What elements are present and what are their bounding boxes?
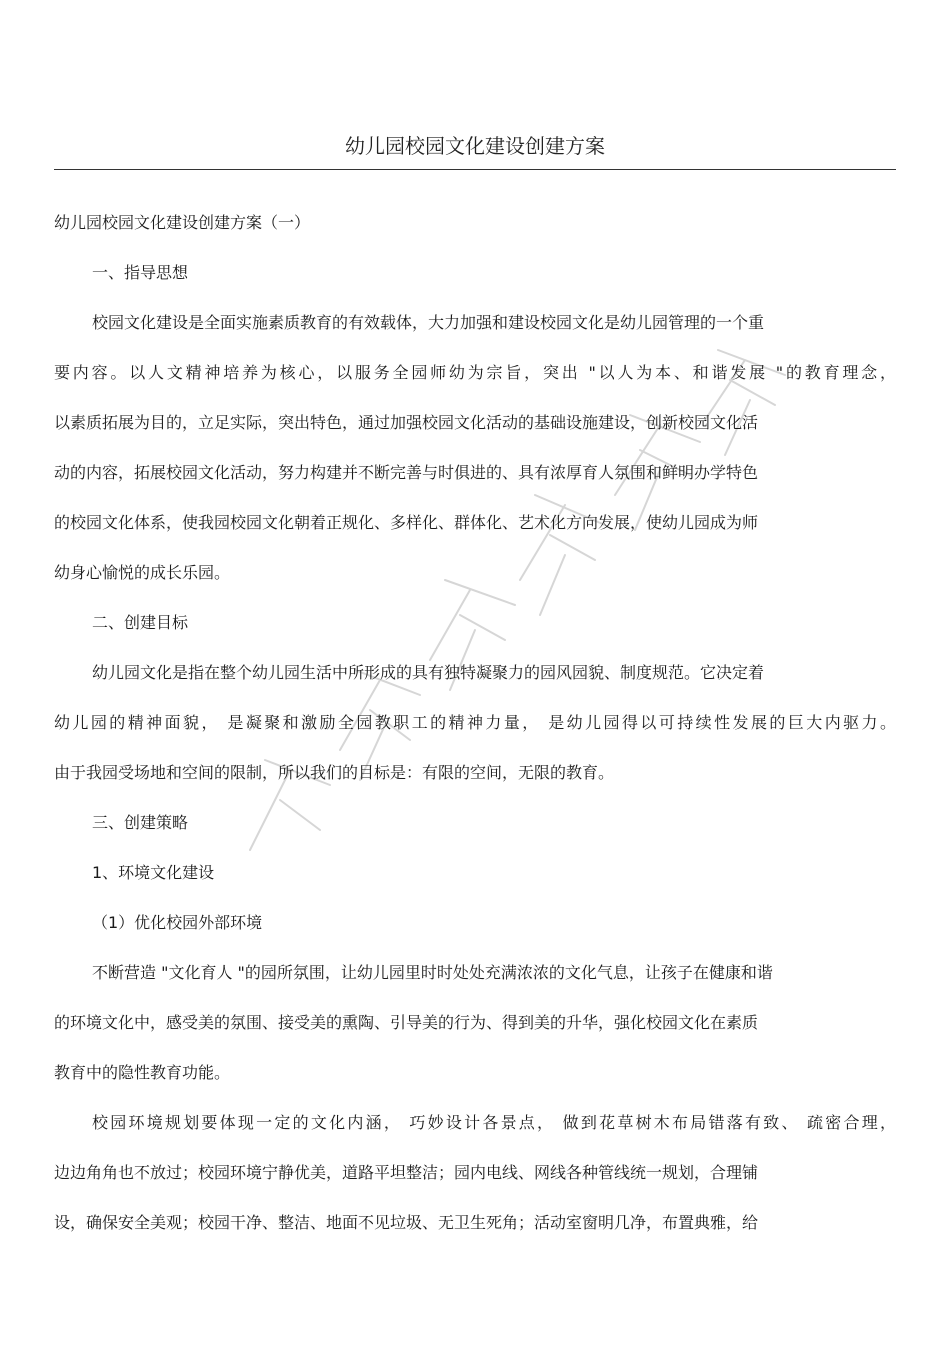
- paragraph-line: 不断营造 "文化育人 "的园所氛围，让幼儿园里时时处处充满浓浓的文化气息，让孩子在健康和谐: [92, 963, 773, 982]
- paragraph-line: 由于我园受场地和空间的限制，所以我们的目标是：有限的空间，无限的教育。: [54, 763, 615, 782]
- subheading-goals: 二、创建目标: [92, 613, 189, 632]
- subheading-strategy: 三、创建策略: [92, 813, 189, 832]
- paragraph-line: 校园文化建设是全面实施素质教育的有效载体，大力加强和建设校园文化是幼儿园管理的一个重: [92, 313, 765, 332]
- paragraph-line: 要内容。以人文精神培养为核心，以服务全园师幼为宗旨，突出 "以人为本、和谐发展 "的教育理念，: [54, 363, 896, 382]
- subheading-guiding-ideology: 一、指导思想: [92, 263, 189, 282]
- paragraph-line: 幼身心愉悦的成长乐园。: [54, 563, 231, 582]
- paragraph-line: 设，确保安全美观；校园干净、整洁、地面不见垃圾、无卫生死角；活动室窗明几净，布置典雅，给: [54, 1213, 759, 1232]
- paragraph-line: 教育中的隐性教育功能。: [54, 1063, 231, 1082]
- paragraph-line: 动的内容，拓展校园文化活动，努力构建并不断完善与时俱进的、具有浓厚育人氛围和鲜明办学特色: [54, 463, 759, 482]
- section-heading: 幼儿园校园文化建设创建方案（一）: [54, 213, 311, 232]
- paragraph-line: 以素质拓展为目的，立足实际，突出特色，通过加强校园文化活动的基础设施建设，创新校园文化活: [54, 413, 759, 432]
- paragraph-line: 幼儿园文化是指在整个幼儿园生活中所形成的具有独特凝聚力的园风园貌、制度规范。它决定着: [92, 663, 765, 682]
- subheading-environment: 1、环境文化建设: [92, 863, 215, 882]
- paragraph-line: 的校园文化体系，使我园校园文化朝着正规化、多样化、群体化、艺术化方向发展，使幼儿园成为师: [54, 513, 759, 532]
- document-title: 幼儿园校园文化建设创建方案: [345, 134, 605, 158]
- paragraph-line: 校园环境规划要体现一定的文化内涵， 巧妙设计各景点， 做到花草树木布局错落有致、 疏密合理，: [92, 1113, 896, 1132]
- paragraph-line: 幼儿园的精神面貌， 是凝聚和激励全园教职工的精神力量， 是幼儿园得以可持续性发展的巨大内驱力。: [54, 713, 896, 732]
- subheading-external-environment: （1）优化校园外部环境: [92, 913, 263, 932]
- title-divider: [54, 169, 896, 170]
- paragraph-line: 边边角角也不放过；校园环境宁静优美，道路平坦整洁；园内电线、网线各种管线统一规划，合理铺: [54, 1163, 759, 1182]
- paragraph-line: 的环境文化中，感受美的氛围、接受美的熏陶、引导美的行为、得到美的升华，强化校园文化在素质: [54, 1013, 759, 1032]
